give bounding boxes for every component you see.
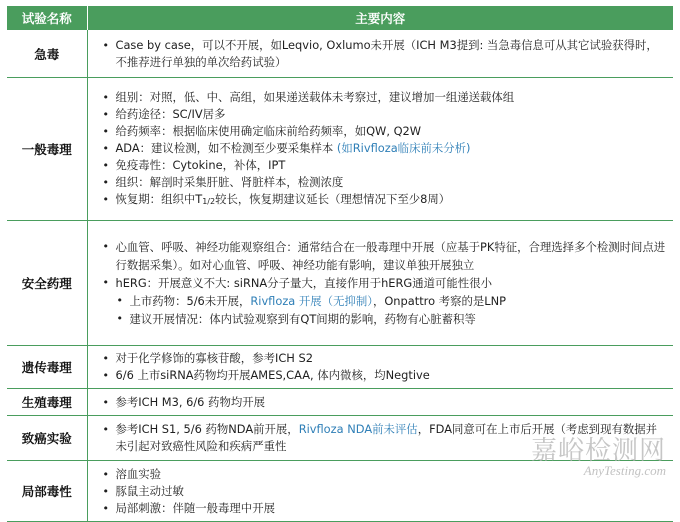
watermark-cn: 嘉峪检测网 [530, 436, 666, 466]
row-name: 急毒 [7, 30, 87, 78]
ada-rivfloza-note: (如Rivfloza临床前未分析) [336, 140, 471, 155]
row-content [87, 461, 673, 522]
list-item [102, 191, 668, 210]
table-row [7, 78, 673, 221]
list-item: • 心血管、呼吸、神经功能观察组合：通常结合在一般毒理中开展（应基于PK特征，合理选择多个检测时间点进行数据采集）。如对心血管、呼吸、神经功能有影响，建议单独开展独立 [102, 238, 668, 274]
document-page [7, 6, 673, 522]
list-item: • Case by case，可以不开展，如Leqvio, Oxlumo未开展（ICH M3提到: 当急毒信息可从其它试验获得时，不推荐进行单独的单次给药试验） [102, 37, 668, 71]
ada-text: ADA：建议检测，如不检测至少要采集样本 [115, 140, 337, 155]
table-row [7, 346, 673, 389]
row-name: 安全药理 [7, 221, 87, 346]
table-row [7, 221, 673, 346]
rivfloza-nda-note: Rivfloza NDA前未评估 [298, 422, 418, 436]
marketed-drugs-text: 上市药物：5/6未开展， [129, 294, 251, 308]
list-item: • 建议开展情况：体内试验观察到有QT间期的影响，药物有心脏蓄积等 [116, 310, 668, 328]
list-item: • 豚鼠主动过敏 [102, 483, 668, 500]
list-item: • 溶血实验 [102, 466, 668, 483]
table-header-row [7, 6, 673, 30]
toxicology-summary-table [7, 6, 673, 522]
list-item [116, 292, 668, 310]
row-content [87, 30, 673, 78]
recovery-text-tail: 较长，恢复期建议延长（理想情况下至少8周） [215, 191, 451, 206]
carcinogenicity-text-tail: ，FDA同意可在上市后开展（考虑到现有数据并未引起对致癌性风险和疾病严重性 [115, 422, 658, 453]
row-name: 致癌实验 [7, 416, 87, 461]
row-content [87, 221, 673, 346]
row-name: 遗传毒理 [7, 346, 87, 389]
list-item [102, 421, 668, 455]
recovery-text: 恢复期：组织中T [115, 191, 203, 206]
half-life-subscript: 1/2 [202, 196, 216, 206]
row-content [87, 389, 673, 416]
table-row [7, 30, 673, 78]
row-name: 生殖毒理 [7, 389, 87, 416]
row-name: 局部毒性 [7, 461, 87, 522]
table-row [7, 389, 673, 416]
table-row [7, 416, 673, 461]
table-row [7, 461, 673, 522]
header-test-name: 试验名称 [7, 6, 87, 30]
list-item: • 组织：解剖时采集肝脏、肾脏样本，检测浓度 [102, 174, 668, 191]
row-name: 一般毒理 [7, 78, 87, 221]
row-content [87, 346, 673, 389]
row-content [87, 416, 673, 461]
list-item: • 参考ICH M3, 6/6 药物均开展 [102, 394, 668, 411]
list-item: • 6/6 上市siRNA药物均开展AMES,CAA, 体内微核，均Negtive [102, 367, 668, 384]
watermark-en: AnyTesting.com [583, 463, 666, 478]
list-item: • 对于化学修饰的寡核苷酸，参考ICH S2 [102, 350, 668, 367]
list-item: • 组别：对照，低、中、高组，如果递送载体未考察过，建议增加一组递送载体组 [102, 89, 668, 106]
rivfloza-herg-note: Rivfloza 开展（无抑制） [250, 294, 373, 308]
header-main-content: 主要内容 [87, 6, 673, 30]
list-item: • 给药频率：根据临床使用确定临床前给药频率，如QW, Q2W [102, 123, 668, 140]
carcinogenicity-text: 参考ICH S1, 5/6 药物NDA前开展， [115, 422, 299, 436]
list-item: • 给药途径：SC/IV居多 [102, 106, 668, 123]
onpattro-text: ，Onpattro 考察的是LNP [372, 294, 506, 308]
list-item: • 局部刺激：伴随一般毒理中开展 [102, 500, 668, 517]
list-item: • 免疫毒性：Cytokine，补体，IPT [102, 157, 668, 174]
row-content [87, 78, 673, 221]
list-item: • hERG：开展意义不大: siRNA分子量大，直接作用于hERG通道可能性很小 [102, 274, 668, 292]
list-item [102, 140, 668, 157]
